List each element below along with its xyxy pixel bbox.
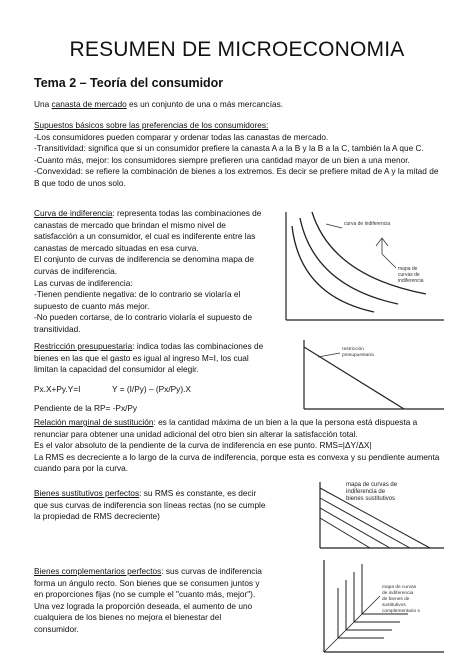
fig-label-complements: sustitutivos [382, 603, 406, 608]
fig-label-complements: de indiferencia [382, 591, 414, 596]
fig-label-map: curvas de [398, 272, 420, 278]
fig-label-substitutes: bienes sustitutivos [346, 496, 396, 502]
fig-label-complements: mapa de curvas [382, 585, 417, 590]
indifference-map-figure [278, 208, 448, 328]
fig-label-substitutes: mapa de curvas de [346, 482, 398, 488]
curva-text: Las curvas de indiferencia: [34, 277, 133, 288]
fig-label-map: indiferencia [398, 278, 424, 284]
restriccion-term: Restricción presupuestaria [34, 341, 133, 351]
page-title: RESUMEN DE MICROECONOMIA [69, 38, 405, 61]
supuestos-item: -Transitividad: significa que si un consumidor prefiere la canasta A a la B y la B a la C, también la A que C. [34, 143, 424, 154]
equation-1: Px.X+Py.Y=I [34, 384, 81, 394]
curva-text: -Tienen pendiente negativa: de lo contrario se violaría el supuesto de cuanto más mejor. [34, 289, 241, 311]
supuestos-item: -Cuanto más, mejor: los consumidores siempre prefieren una cantidad mayor de un bien a una menor. [34, 154, 410, 165]
rms-text: Es el valor absoluto de la pendiente de la curva de indiferencia en ese punto. RMS=|ΔY/ΔX| [34, 440, 372, 451]
complementarios-text: : sus curvas de indiferencia forma un ángulo recto. Son bienes que se consumen juntos y en proporciones fijas (no se cumple el "cuanto más, mejor"). Una vez lograda la proporción deseada, el aumento de uno cualquiera de los bienes no mejora el bienestar del consumidor. [34, 566, 262, 634]
curva-term: Curva de indiferencia [34, 208, 113, 218]
fig-label-complements: complementario s [382, 609, 420, 614]
fig-label-curve: curva de indiferencia [344, 221, 391, 227]
complementarios-block [34, 566, 266, 636]
sustitutivos-term: Bienes sustitutivos perfectos [34, 488, 140, 498]
rms-text: : es la cantidad máxima de un bien a la que la persona está dispuesta a renunciar para obtener una unidad adicional del otro bien sin alterar la satisfacción total. [34, 417, 418, 439]
fig-label-map: mapa de [398, 266, 418, 272]
rms-text: La RMS es decreciente a lo largo de la curva de indiferencia, porque esta es convexa y su pendiente aumenta cuando para por la curva. [34, 451, 440, 474]
equation-2: Y = (I/Py) – (Px/Py).X [112, 384, 191, 394]
canasta-paragraph [34, 99, 444, 111]
fig-label-complements: de bienes de [382, 597, 410, 602]
curva-block [34, 208, 266, 336]
supuestos-heading: Supuestos básicos sobre las preferencias de los consumidores: [34, 120, 269, 130]
rms-block [34, 417, 444, 475]
canasta-term: canasta de mercado [51, 99, 127, 109]
sustitutivos-block [34, 488, 266, 523]
curva-text: : representa todas las combinaciones de canastas de mercado que brindan el mismo nivel de satisfacción a un consumidor, el cual es indiferente entre las canastas de mercado situadas en esa curva. [34, 208, 262, 253]
supuestos-item: -Los consumidores pueden comparar y ordenar todas las canastas de mercado. [34, 131, 329, 142]
supuestos-block [34, 120, 444, 190]
rms-term: Relación marginal de sustitución [34, 417, 154, 427]
fig-label-substitutes: indiferencia de [346, 489, 386, 495]
fig-label-budget: restricción [342, 347, 364, 352]
canasta-pre: Una [34, 99, 52, 109]
fig-label-budget: presupuestaria [342, 353, 374, 358]
sustitutivos-text: : su RMS es constante, es decir que sus curvas de indiferencia son líneas rectas (no se cumple la propiedad de RMS decreciente) [34, 488, 266, 522]
restriccion-text: : indica todas las combinaciones de bienes en las que el gasto es igual al ingreso M=I, los cual limitan la capacidad del consumidor al elegir. [34, 341, 264, 375]
restriccion-block [34, 341, 266, 376]
curva-text: -No pueden cortarse, de lo contrario violaría el supuesto de transitividad. [34, 312, 253, 334]
curva-text: El conjunto de curvas de indiferencia se denomina mapa de curvas de indiferencia. [34, 254, 255, 276]
budget-line-figure [282, 337, 448, 413]
complementarios-term: Bienes complementarios perfectos [34, 566, 162, 576]
complements-figure [316, 558, 448, 656]
canasta-post: es un conjunto de una o más mercancías. [126, 99, 284, 109]
slope-equation: Pendiente de la RP= -Px/Py [34, 403, 138, 413]
substitutes-figure [312, 478, 448, 552]
section-heading: Tema 2 – Teoría del consumidor [34, 76, 224, 90]
supuestos-item: -Convexidad: se refiere la combinación de bienes a los extremos. Es decir se prefiere mitad de A y la mitad de B que todo de unos solo. [34, 166, 439, 188]
